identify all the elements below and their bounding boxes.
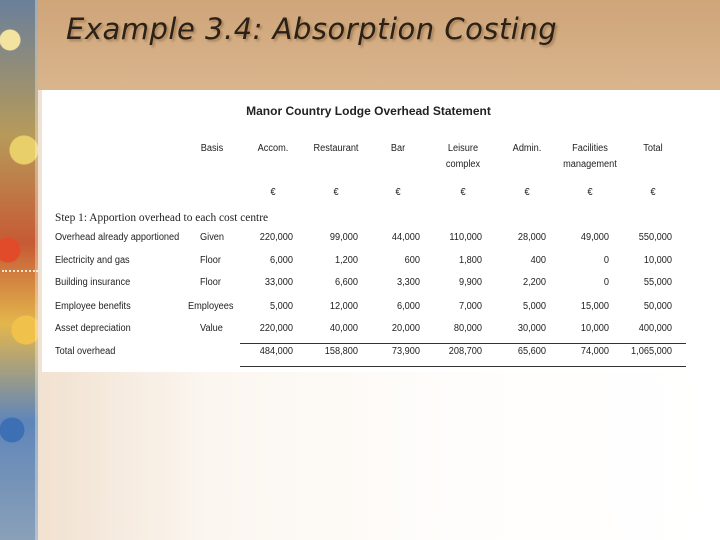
row-facilities: 15,000 (580, 301, 609, 312)
row-bar: 600 (404, 255, 420, 266)
currency-facilities: € (587, 187, 593, 198)
row-admin: 2,200 (522, 277, 546, 288)
currency-total: € (650, 187, 656, 198)
row-label: Employee benefits (55, 301, 131, 312)
row-admin: 28,000 (517, 232, 546, 243)
row-facilities: 0 (603, 255, 609, 266)
row-leisure: 9,900 (458, 277, 482, 288)
header-restaurant: Restaurant (313, 143, 359, 154)
row-accom: 220,000 (259, 232, 293, 243)
total-restaurant: 158,800 (324, 346, 358, 357)
row-total: 55,000 (643, 277, 672, 288)
row-label: Electricity and gas (55, 255, 130, 266)
row-accom: 220,000 (259, 323, 293, 334)
row-facilities: 10,000 (580, 323, 609, 334)
row-leisure: 1,800 (458, 255, 482, 266)
row-restaurant: 12,000 (329, 301, 358, 312)
header-accom: Accom. (257, 143, 289, 154)
row-facilities: 0 (603, 277, 609, 288)
row-basis: Value (200, 323, 223, 334)
row-admin: 30,000 (517, 323, 546, 334)
total-accom: 484,000 (259, 346, 293, 357)
row-basis: Floor (200, 255, 221, 266)
row-basis: Floor (200, 277, 221, 288)
row-leisure: 80,000 (453, 323, 482, 334)
overhead-statement-panel (42, 90, 695, 372)
currency-leisure: € (460, 187, 466, 198)
row-basis: Employees (188, 301, 234, 312)
total-top-rule (240, 343, 686, 344)
row-accom: 6,000 (269, 255, 293, 266)
row-admin: 400 (530, 255, 546, 266)
row-bar: 6,000 (396, 301, 420, 312)
row-total: 10,000 (643, 255, 672, 266)
decorative-dotted-line (2, 270, 38, 274)
header-admin: Admin. (512, 143, 542, 154)
currency-admin: € (524, 187, 530, 198)
row-label: Building insurance (55, 277, 131, 288)
row-leisure: 7,000 (458, 301, 482, 312)
currency-accom: € (270, 187, 276, 198)
row-basis: Given (200, 232, 225, 243)
total-bottom-rule (240, 366, 686, 367)
row-restaurant: 6,600 (334, 277, 358, 288)
row-label: Asset depreciation (55, 323, 131, 334)
row-restaurant: 1,200 (334, 255, 358, 266)
row-bar: 44,000 (391, 232, 420, 243)
header-total: Total (643, 143, 663, 154)
row-total: 50,000 (643, 301, 672, 312)
row-label: Overhead already apportioned (55, 232, 180, 243)
currency-bar: € (395, 187, 401, 198)
row-accom: 33,000 (264, 277, 293, 288)
statement-title: Manor Country Lodge Overhead Statement (246, 104, 491, 118)
header-basis: Basis (200, 143, 224, 154)
row-leisure: 110,000 (449, 232, 482, 243)
total-leisure: 208,700 (448, 346, 482, 357)
header-facilities-line2: management (563, 159, 617, 170)
header-facilities-line1: Facilities (572, 143, 608, 154)
header-leisure-line2: complex (445, 159, 481, 170)
row-total: 400,000 (638, 323, 672, 334)
total-admin: 65,600 (517, 346, 546, 357)
total-grand-total: 1,065,000 (631, 346, 672, 357)
row-bar: 20,000 (391, 323, 420, 334)
row-accom: 5,000 (269, 301, 293, 312)
row-bar: 3,300 (396, 277, 420, 288)
row-admin: 5,000 (522, 301, 546, 312)
total-bar: 73,900 (391, 346, 420, 357)
header-leisure-line1: Leisure (447, 143, 479, 154)
step-1-label: Step 1: Apportion overhead to each cost centre (55, 210, 269, 224)
header-bar: Bar (390, 143, 406, 154)
total-facilities: 74,000 (580, 346, 609, 357)
total-row-label: Total overhead (55, 346, 116, 357)
slide-title: Example 3.4: Absorption Costing (66, 12, 558, 46)
row-total: 550,000 (638, 232, 672, 243)
row-restaurant: 99,000 (329, 232, 358, 243)
currency-restaurant: € (333, 187, 339, 198)
row-facilities: 49,000 (580, 232, 609, 243)
row-restaurant: 40,000 (329, 323, 358, 334)
